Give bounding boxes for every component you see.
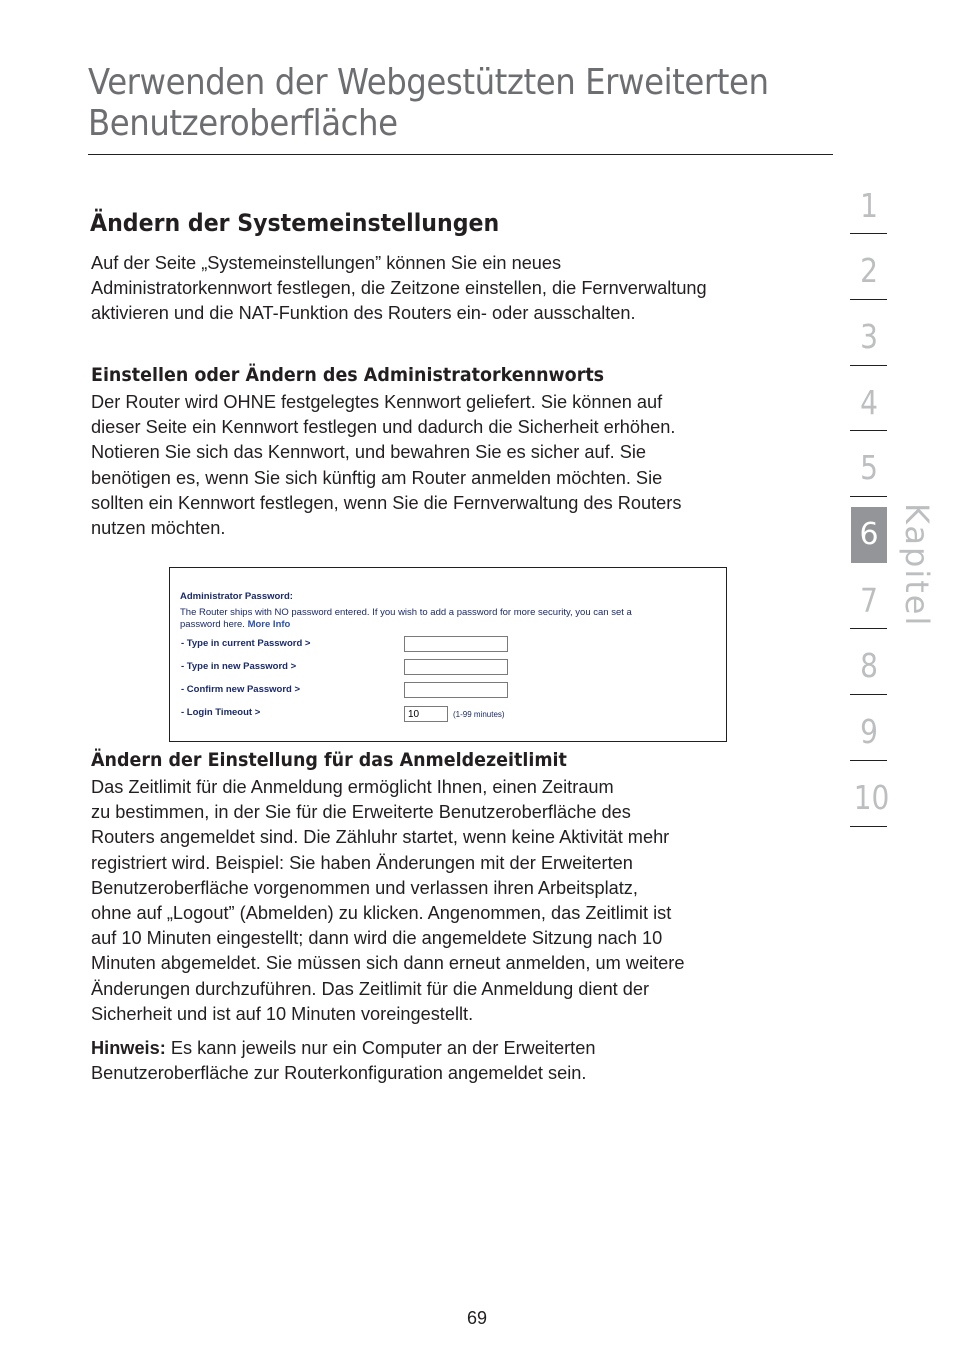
login-timeout-input[interactable]: [404, 706, 448, 722]
confirm-password-input[interactable]: [404, 682, 508, 698]
timeout-body: [91, 775, 811, 1027]
page-title-line-1: Verwenden der Webgestützten Erweiterten: [88, 62, 769, 103]
chapter-divider: [850, 628, 887, 629]
password-body: [91, 390, 811, 541]
password-heading: Einstellen oder Ändern des Administratorkennworts: [91, 364, 605, 386]
note-label: Hinweis:: [91, 1038, 166, 1058]
admin-password-screenshot: [169, 567, 727, 742]
intro-line: Administratorkennwort festlegen, die Zeitzone einstellen, die Fernverwaltung: [91, 278, 707, 299]
chapter-divider: [850, 826, 887, 827]
body-line: Routers angemeldet sind. Die Zähluhr startet, wenn keine Aktivität mehr: [91, 827, 670, 848]
body-line: Sicherheit und ist auf 10 Minuten voreingestellt.: [91, 1003, 474, 1024]
timeout-heading: Ändern der Einstellung für das Anmeldezeitlimit: [91, 749, 567, 771]
current-password-label: - Type in current Password >: [181, 638, 311, 649]
body-line: benötigen es, wenn Sie sich künftig am Router anmelden möchten. Sie: [91, 467, 663, 488]
chapter-9[interactable]: 9: [860, 712, 878, 751]
chapter-divider: [850, 299, 887, 300]
note-line: Benutzeroberfläche zur Routerkonfiguration angemeldet sein.: [91, 1063, 587, 1084]
screenshot-title: Administrator Password:: [180, 591, 293, 602]
body-line: Benutzeroberfläche vorgenommen und verlassen ihren Arbeitsplatz,: [91, 877, 638, 898]
chapter-1[interactable]: 1: [860, 186, 878, 225]
description-line: password here.: [180, 619, 248, 630]
body-line: Der Router wird OHNE festgelegtes Kennwort geliefert. Sie können auf: [91, 392, 663, 412]
body-line: nutzen möchten.: [91, 518, 226, 539]
chapter-3[interactable]: 3: [860, 317, 878, 356]
body-line: zu bestimmen, in der Sie für die Erweiterte Benutzeroberfläche des: [91, 802, 631, 823]
page-number: 69: [466, 1308, 488, 1328]
chapter-6-active[interactable]: 6: [851, 507, 887, 563]
body-line: ohne auf „Logout” (Abmelden) zu klicken. Angenommen, das Zeitlimit ist: [91, 903, 672, 924]
chapter-divider: [850, 430, 887, 431]
chapter-divider: [850, 694, 887, 695]
new-password-label: - Type in new Password >: [181, 661, 297, 672]
section-intro: [91, 251, 811, 327]
login-timeout-label: - Login Timeout >: [181, 707, 261, 718]
body-line: sollten ein Kennwort festlegen, wenn Sie die Fernverwaltung des Routers: [91, 492, 682, 513]
chapter-5[interactable]: 5: [860, 448, 878, 487]
chapter-4[interactable]: 4: [860, 383, 878, 422]
body-line: Änderungen durchzuführen. Das Zeitlimit für die Anmeldung dient der: [91, 978, 650, 999]
timeout-hint: (1-99 minutes): [453, 710, 505, 719]
current-password-input[interactable]: [404, 636, 508, 652]
chapter-divider: [850, 496, 887, 497]
body-line: Minuten abgemeldet. Sie müssen sich dann erneut anmelden, um weitere: [91, 953, 685, 974]
body-line: registriert wird. Beispiel: Sie haben Änderungen mit der Erweiterten: [91, 852, 633, 873]
title-divider: [88, 154, 833, 155]
chapter-label: Kapitel: [898, 503, 936, 628]
intro-line: Auf der Seite „Systemeinstellungen” können Sie ein neues: [91, 253, 562, 273]
body-line: auf 10 Minuten eingestellt; dann wird die angemeldete Sitzung nach 10: [91, 928, 663, 949]
note-line: [91, 1036, 811, 1061]
screenshot-description: [180, 607, 720, 631]
description-line: The Router ships with NO password entered. If you wish to add a password for more security, you can set a: [180, 607, 632, 618]
chapter-7[interactable]: 7: [860, 581, 878, 620]
chapter-8[interactable]: 8: [860, 646, 878, 685]
chapter-divider: [850, 233, 887, 234]
chapter-divider: [850, 760, 887, 761]
chapter-divider: [850, 365, 887, 366]
body-line: Notieren Sie sich das Kennwort, und bewahren Sie es sicher auf. Sie: [91, 442, 647, 463]
chapter-10[interactable]: 10: [853, 778, 890, 817]
page-title-line-2: Benutzeroberfläche: [88, 103, 398, 144]
new-password-input[interactable]: [404, 659, 508, 675]
page-title: [88, 62, 772, 144]
note-text: Es kann jeweils nur ein Computer an der Erweiterten: [165, 1038, 596, 1058]
note: [91, 1036, 811, 1086]
body-line: Das Zeitlimit für die Anmeldung ermöglicht Ihnen, einen Zeitraum: [91, 777, 614, 797]
section-heading: Ändern der Systemeinstellungen: [90, 209, 500, 237]
body-line: dieser Seite ein Kennwort festlegen und dadurch die Sicherheit erhöhen.: [91, 417, 676, 438]
more-info-link[interactable]: More Info: [247, 619, 291, 630]
chapter-2[interactable]: 2: [860, 251, 878, 290]
confirm-password-label: - Confirm new Password >: [181, 684, 301, 695]
intro-line: aktivieren und die NAT-Funktion des Routers ein- oder ausschalten.: [91, 303, 636, 324]
